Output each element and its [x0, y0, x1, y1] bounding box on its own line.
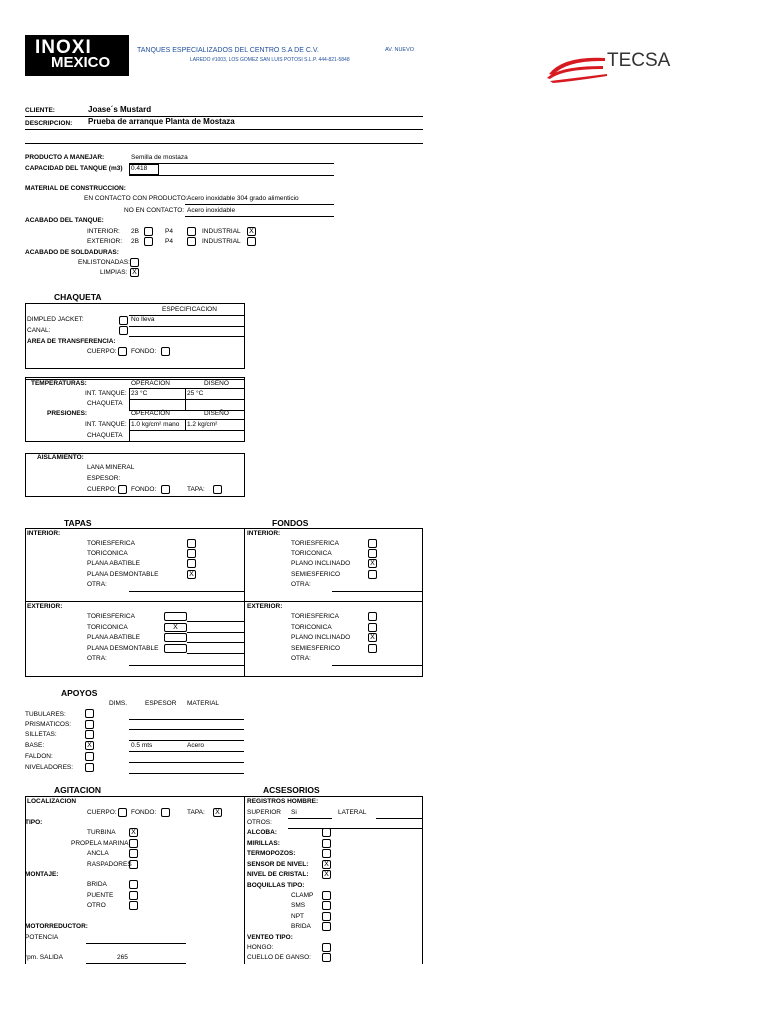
apoyos-title: APOYOS — [61, 688, 98, 698]
temp-operacion-header: OPERACIÓN — [131, 380, 171, 387]
tapas-int-item: TORICONICA — [87, 550, 128, 557]
checkbox-tapas-int-plana-abatible[interactable] — [187, 559, 196, 568]
opt-2b-exterior: 2B — [131, 238, 139, 245]
chaqueta-cuerpo-label: CUERPO: — [87, 348, 117, 355]
tapas-int-otra: OTRA: — [87, 581, 107, 588]
fondos-title: FONDOS — [272, 518, 309, 528]
tipo-label: TIPO: — [25, 819, 43, 826]
checkbox-chaqueta-cuerpo[interactable] — [118, 347, 127, 356]
fondos-int-item: SEMIESFERICO — [291, 571, 341, 578]
tecsa-logo — [545, 48, 675, 84]
descripcion-label: DESCRIPCION: — [25, 120, 73, 127]
temperaturas-label: TEMPERATURAS: — [31, 380, 87, 387]
checkbox-interior-p4[interactable] — [187, 227, 196, 236]
tecsa-wordmark: TECSA — [607, 50, 671, 71]
tipo-item: PROPELA MARINA — [71, 840, 129, 847]
tapas-fondos-box — [25, 528, 423, 677]
capacidad-box — [129, 164, 159, 175]
checkbox-apoyos-faldon[interactable] — [85, 752, 94, 761]
opt-p4-interior: P4 — [165, 228, 173, 235]
checkbox-exterior-industrial[interactable] — [247, 237, 256, 246]
contacto-value: Acero inoxidable 304 grado alimenticio — [187, 195, 299, 202]
capacidad-value: 0.418 — [131, 165, 148, 172]
checkbox-fondos-int-toriconica[interactable] — [368, 549, 377, 558]
checkbox-tapas-ext-toriesferica[interactable] — [164, 612, 187, 621]
producto-value: Semilla de mostaza — [131, 154, 188, 161]
checkbox-tapas-ext-toriconica[interactable]: X — [164, 623, 187, 632]
accesorio-item: ALCOBA: — [247, 829, 277, 836]
checkbox-tapas-ext-plana-abatible[interactable] — [164, 633, 187, 642]
montaje-label: MONTAJE: — [25, 871, 59, 878]
checkbox-tapas-int-toriesferica[interactable] — [187, 539, 196, 548]
checkbox-exterior-2b[interactable] — [144, 237, 153, 246]
aislamiento-label: AISLAMIENTO: — [37, 454, 84, 461]
tipo-item: RASPADORES — [87, 861, 132, 868]
checkbox-tipo-turbina[interactable]: X — [129, 828, 138, 837]
checkbox-tapas-int-toriconica[interactable] — [187, 549, 196, 558]
checkbox-agitacion-cuerpo[interactable] — [118, 808, 127, 817]
checkbox-aislamiento-cuerpo[interactable] — [118, 485, 127, 494]
fondos-ext-item: SEMIESFERICO — [291, 645, 341, 652]
temp-diseno-value: 25 °C — [187, 390, 204, 397]
company-address: LAREDO #1003, LOS GOMEZ SAN LUIS POTOSI S.L.P. 444-821-5848 — [190, 57, 350, 63]
venteo-item: CUELLO DE GANSO: — [247, 954, 311, 961]
montaje-item: BRIDA — [87, 881, 107, 888]
localizacion-label: LOCALIZACION — [27, 798, 77, 805]
checkbox-alcoba[interactable] — [322, 828, 331, 837]
fondos-int-item: TORICONICA — [291, 550, 332, 557]
accesorio-item: MIRILLAS: — [247, 840, 280, 847]
pres-operacion-header: OPERACIÓN — [131, 410, 171, 417]
montaje-item: PUENTE — [87, 892, 114, 899]
checkbox-montaje-otro[interactable] — [129, 901, 138, 910]
tapas-ext-item: TORICONICA — [87, 624, 128, 631]
fondos-int-item: PLANO INCLINADO — [291, 560, 351, 567]
checkbox-apoyos-niveladores[interactable] — [85, 763, 94, 772]
tapas-int-item: PLANA ABATIBLE — [87, 560, 140, 567]
boquilla-item: CLAMP — [291, 892, 314, 899]
checkbox-montaje-brida[interactable] — [129, 880, 138, 889]
tapas-ext-item: PLANA DESMONTABLE — [87, 645, 159, 652]
agitacion-tapa-label: TAPA: — [187, 809, 205, 816]
acabado-interior-label: INTERIOR: — [87, 228, 120, 235]
enlistonadas-label: ENLISTONADAS: — [78, 259, 130, 266]
registros-label: REGISTROS HOMBRE: — [247, 798, 319, 805]
accesorio-item: NIVEL DE CRISTAL: — [247, 871, 309, 878]
checkbox-exterior-p4[interactable] — [187, 237, 196, 246]
aislamiento-fondo-label: FONDO: — [131, 486, 157, 493]
checkbox-mirillas[interactable] — [322, 839, 331, 848]
checkbox-tapas-int-plana-desmontable[interactable]: X — [187, 570, 196, 579]
tapas-title: TAPAS — [64, 518, 92, 528]
checkbox-limpias[interactable]: X — [130, 268, 139, 277]
opt-industrial-interior: INDUSTRIAL — [202, 228, 241, 235]
apoyos-item: BASE: — [25, 742, 45, 749]
fondos-interior-label: INTERIOR: — [247, 530, 281, 537]
checkbox-fondos-int-semiesferico[interactable] — [368, 570, 377, 579]
checkbox-aislamiento-tapa[interactable] — [213, 485, 222, 494]
pres-int-tanque-label: INT. TANQUE: — [85, 421, 127, 428]
inoxi-mexico-logo: INOXI MEXICO — [25, 35, 129, 76]
checkbox-boquilla-brida[interactable] — [322, 922, 331, 931]
checkbox-nivel-cristal[interactable]: X — [322, 870, 331, 879]
cliente-value: Joase´s Mustard — [88, 105, 152, 114]
tapas-ext-item: PLANA ABATIBLE — [87, 634, 140, 641]
aislamiento-espesor-label: ESPESOR: — [87, 475, 121, 482]
fondos-ext-item: PLANO INCLINADO — [291, 634, 351, 641]
fondos-exterior-label: EXTERIOR: — [247, 603, 283, 610]
boquilla-item: SMS — [291, 902, 306, 909]
descripcion-value: Prueba de arranque Planta de Mostaza — [88, 117, 235, 126]
otros-label: OTROS: — [247, 819, 272, 826]
checkbox-canal[interactable] — [119, 326, 128, 335]
checkbox-fondos-ext-plano-inclinado[interactable]: X — [368, 633, 377, 642]
opt-p4-exterior: P4 — [165, 238, 173, 245]
checkbox-aislamiento-fondo[interactable] — [161, 485, 170, 494]
checkbox-apoyos-tubulares[interactable] — [85, 709, 94, 718]
agitacion-title: AGITACION — [54, 785, 102, 795]
checkbox-montaje-puente[interactable] — [129, 891, 138, 900]
checkbox-fondos-ext-toriesferica[interactable] — [368, 612, 377, 621]
temp-diseno-header: DISEÑO — [204, 380, 229, 387]
checkbox-fondos-int-plano-inclinado[interactable]: X — [368, 559, 377, 568]
tapas-exterior-label: EXTERIOR: — [27, 603, 63, 610]
checkbox-interior-industrial[interactable]: X — [247, 227, 256, 236]
lana-mineral-label: LANA MINERAL — [87, 464, 135, 471]
producto-label: PRODUCTO A MANEJAR: — [25, 154, 105, 161]
venteo-label: VENTEO TIPO: — [247, 934, 293, 941]
temp-operacion-value: 23 °C — [131, 390, 148, 397]
checkbox-apoyos-base[interactable]: X — [85, 741, 94, 750]
opt-industrial-exterior: INDUSTRIAL — [202, 238, 241, 245]
dimpled-label: DIMPLED JACKET: — [27, 316, 84, 323]
venteo-item: HONGO: — [247, 944, 274, 951]
potencia-label: POTENCIA — [25, 934, 59, 941]
checkbox-fondos-ext-toriconica[interactable] — [368, 623, 377, 632]
tipo-item: ANCLA — [87, 850, 109, 857]
checkbox-boquilla-npt[interactable] — [322, 912, 331, 921]
company-av: AV. NUEVO — [385, 47, 415, 53]
rpm-label: rpm. SALIDA — [25, 954, 63, 961]
checkbox-dimpled[interactable] — [119, 316, 128, 325]
aislamiento-tapa-label: TAPA: — [187, 486, 205, 493]
limpias-label: LIMPIAS: — [100, 269, 128, 276]
pres-operacion-value: 1.0 kg/cm² mano — [131, 421, 180, 428]
apoyos-item: PRISMATICOS: — [25, 721, 72, 728]
checkbox-agitacion-fondo[interactable] — [161, 808, 170, 817]
opt-2b-interior: 2B — [131, 228, 139, 235]
accesorio-item: SENSOR DE NIVEL: — [247, 861, 309, 868]
temp-chaqueta-label: CHAQUETA — [87, 400, 123, 407]
pres-diseno-header: DISEÑO — [204, 410, 229, 417]
checkbox-chaqueta-fondo[interactable] — [161, 347, 170, 356]
tapas-int-item: TORIESFERICA — [87, 540, 135, 547]
checkbox-enlistonadas[interactable] — [130, 258, 139, 267]
no-contacto-value: Acero inoxidable — [187, 207, 236, 214]
accesorios-title: ACSESORIOS — [263, 785, 320, 795]
superior-label: SUPERIOR — [247, 809, 281, 816]
chaqueta-title: CHAQUETA — [54, 292, 102, 302]
material-label: MATERIAL DE CONSTRUCCION: — [25, 185, 126, 192]
checkbox-boquilla-sms[interactable] — [322, 901, 331, 910]
superior-value: Si — [291, 809, 297, 816]
checkbox-fondos-int-toriesferica[interactable] — [368, 539, 377, 548]
checkbox-venteo-hongo[interactable] — [322, 943, 331, 952]
tapas-ext-item: TORIESFERICA — [87, 613, 135, 620]
checkbox-apoyos-prismaticos[interactable] — [85, 720, 94, 729]
tipo-item: TURBINA — [87, 829, 116, 836]
area-transferencia-label: AREA DE TRANSFERENCIA: — [27, 338, 116, 345]
rpm-value: 265 — [117, 954, 128, 961]
apoyos-item: FALDON: — [25, 753, 53, 760]
fondos-ext-otra: OTRA: — [291, 655, 311, 662]
company-name: TANQUES ESPECIALIZADOS DEL CENTRO S.A DE C.V. — [137, 47, 319, 54]
soldaduras-label: ACABADO DE SOLDADURAS: — [25, 249, 119, 256]
checkbox-fondos-ext-semiesferico[interactable] — [368, 644, 377, 653]
agitacion-cuerpo-label: CUERPO: — [87, 809, 117, 816]
checkbox-sensor-nivel[interactable]: X — [322, 860, 331, 869]
fondos-ext-item: TORICONICA — [291, 624, 332, 631]
tapas-ext-otra: OTRA: — [87, 655, 107, 662]
accesorio-item: TERMOPOZOS: — [247, 850, 296, 857]
apoyos-dims-header: DIMS. — [109, 700, 128, 707]
montaje-item: OTRO — [87, 902, 106, 909]
boquillas-label: BOQUILLAS TIPO: — [247, 882, 305, 889]
especificacion-label: ESPECIFICACION — [162, 306, 217, 313]
apoyos-item: TUBULARES: — [25, 711, 66, 718]
acabado-exterior-label: EXTERIOR: — [87, 238, 123, 245]
apoyos-material-header: MATERIAL — [187, 700, 220, 707]
checkbox-termopozos[interactable] — [322, 849, 331, 858]
capacidad-label: CAPACIDAD DEL TANQUE (m3) — [25, 165, 123, 172]
checkbox-interior-2b[interactable] — [144, 227, 153, 236]
fondos-int-otra: OTRA: — [291, 581, 311, 588]
motorreductor-label: MOTORREDUCTOR: — [25, 923, 88, 930]
apoyos-item: NIVELADORES: — [25, 764, 74, 771]
checkbox-tipo-raspadores[interactable] — [129, 860, 138, 869]
chaqueta-fondo-label: FONDO: — [131, 348, 157, 355]
apoyos-item: SILLETAS: — [25, 731, 57, 738]
fondos-ext-item: TORIESFERICA — [291, 613, 339, 620]
pres-diseno-value: 1.2 kg/cm² — [187, 421, 218, 428]
checkbox-boquilla-clamp[interactable] — [322, 891, 331, 900]
checkbox-venteo-cuello-ganso[interactable] — [322, 953, 331, 962]
contacto-label: EN CONTACTO CON PRODUCTO: — [84, 195, 188, 202]
checkbox-tipo-ancla[interactable] — [129, 849, 138, 858]
presiones-label: PRESIONES: — [47, 410, 88, 417]
checkbox-tipo-propela-marina[interactable] — [129, 839, 138, 848]
no-contacto-label: NO EN CONTACTO: — [124, 207, 185, 214]
aislamiento-cuerpo-label: CUERPO: — [87, 486, 117, 493]
apoyos-espesor-header: ESPESOR — [145, 700, 177, 707]
checkbox-tapas-ext-plana-desmontable[interactable] — [164, 644, 187, 653]
lateral-label: LATERAL — [338, 809, 367, 816]
dimpled-value: No lleva — [131, 316, 155, 323]
canal-label: CANAL: — [27, 327, 51, 334]
acabado-label: ACABADO DEL TANQUE: — [25, 217, 104, 224]
fondos-int-item: TORIESFERICA — [291, 540, 339, 547]
temp-int-tanque-label: INT. TANQUE: — [85, 390, 127, 397]
checkbox-apoyos-silletas[interactable] — [85, 730, 94, 739]
boquilla-item: BRIDA — [291, 923, 311, 930]
apoyos-base-material: Acero — [187, 742, 204, 749]
cliente-label: CLIENTE: — [25, 107, 55, 114]
apoyos-base-dims: 0.5 mts — [131, 742, 153, 749]
agitacion-fondo-label: FONDO: — [131, 809, 157, 816]
tapas-int-item: PLANA DESMONTABLE — [87, 571, 159, 578]
checkbox-agitacion-tapa[interactable]: X — [213, 808, 222, 817]
boquilla-item: NPT — [291, 913, 304, 920]
pres-chaqueta-label: CHAQUETA — [87, 432, 123, 439]
tapas-interior-label: INTERIOR: — [27, 530, 61, 537]
